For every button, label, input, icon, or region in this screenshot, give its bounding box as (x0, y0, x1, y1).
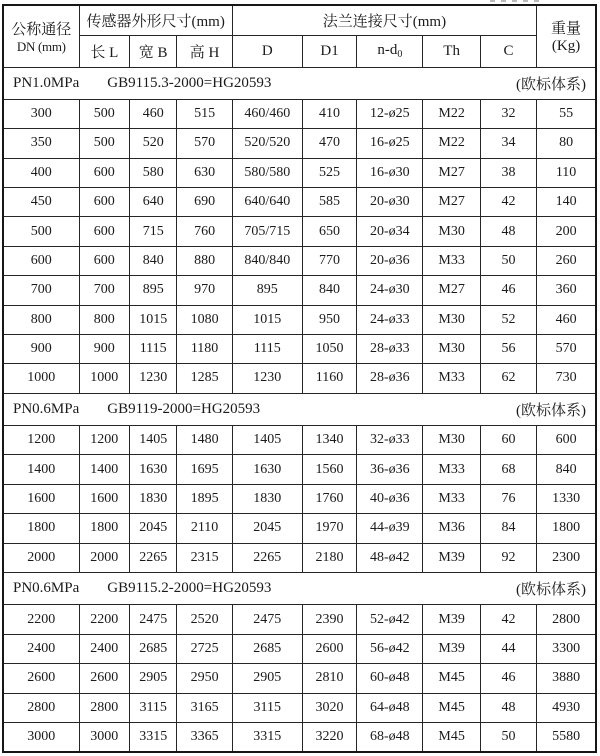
cell-d: 3115 (232, 693, 302, 722)
cell-th: M33 (423, 484, 480, 513)
table-row (3, 276, 596, 305)
cell-d: 1230 (232, 364, 302, 393)
cell-th: M30 (423, 426, 480, 455)
table-row (3, 605, 596, 634)
section-header-row (3, 393, 596, 425)
cell-c: 42 (480, 188, 536, 217)
cell-c: 46 (480, 664, 536, 693)
cell-d1: 1160 (302, 364, 356, 393)
cell-d1: 3220 (302, 722, 356, 752)
cell-width-b: 1630 (129, 455, 176, 484)
cell-d1: 1340 (302, 426, 356, 455)
table-row (3, 364, 596, 393)
cell-c: 34 (480, 129, 536, 158)
cell-weight: 570 (537, 334, 596, 363)
cell-n-d0: 16-ø25 (357, 129, 423, 158)
cell-dn: 2400 (3, 634, 79, 663)
cell-th: M33 (423, 455, 480, 484)
cell-c: 76 (480, 484, 536, 513)
section-standard: GB9119-2000=HG20593 (107, 400, 261, 417)
cell-n-d0: 20-ø34 (357, 217, 423, 246)
cell-height-h: 630 (177, 158, 232, 187)
cell-dn: 1200 (3, 426, 79, 455)
cell-c: 48 (480, 693, 536, 722)
cell-weight: 1330 (537, 484, 596, 513)
weight-header-line2: (Kg) (551, 38, 581, 55)
scan-artifact (490, 0, 542, 2)
cell-d1: 1560 (302, 455, 356, 484)
cell-d1: 410 (302, 99, 356, 128)
cell-n-d0: 24-ø33 (357, 305, 423, 334)
cell-dn: 2800 (3, 693, 79, 722)
cell-length-l: 1600 (79, 484, 129, 513)
cell-d: 1630 (232, 455, 302, 484)
cell-n-d0: 24-ø30 (357, 276, 423, 305)
cell-n-d0: 44-ø39 (357, 514, 423, 543)
cell-n-d0: 64-ø48 (357, 693, 423, 722)
col-header-n-d0: $n-d_0$ (357, 35, 423, 67)
table-row (3, 722, 596, 752)
cell-n-d0: 28-ø33 (357, 334, 423, 363)
cell-length-l: 2600 (79, 664, 129, 693)
cell-n-d0: 28-ø36 (357, 364, 423, 393)
cell-c: 68 (480, 455, 536, 484)
cell-weight: 840 (537, 455, 596, 484)
cell-width-b: 1015 (129, 305, 176, 334)
cell-d: 2475 (232, 605, 302, 634)
cell-width-b: 2685 (129, 634, 176, 663)
cell-width-b: 520 (129, 129, 176, 158)
section-header-cell (3, 393, 596, 425)
cell-length-l: 1400 (79, 455, 129, 484)
cell-th: M45 (423, 722, 480, 752)
cell-weight: 360 (537, 276, 596, 305)
table-row (3, 664, 596, 693)
cell-height-h: 3165 (177, 693, 232, 722)
table-row (3, 693, 596, 722)
cell-n-d0: 56-ø42 (357, 634, 423, 663)
cell-weight: 3300 (537, 634, 596, 663)
cell-length-l: 2400 (79, 634, 129, 663)
col-header-weight (537, 5, 596, 67)
cell-height-h: 2520 (177, 605, 232, 634)
cell-weight: 140 (537, 188, 596, 217)
cell-d1: 2390 (302, 605, 356, 634)
cell-weight: 80 (537, 129, 596, 158)
cell-height-h: 690 (177, 188, 232, 217)
cell-weight: 260 (537, 246, 596, 275)
cell-width-b: 1830 (129, 484, 176, 513)
cell-d1: 2810 (302, 664, 356, 693)
cell-c: 42 (480, 605, 536, 634)
cell-width-b: 840 (129, 246, 176, 275)
cell-n-d0: 20-ø30 (357, 188, 423, 217)
col-header-th: Th (423, 35, 480, 67)
spec-table (2, 4, 597, 753)
cell-width-b: 580 (129, 158, 176, 187)
cell-d1: 3020 (302, 693, 356, 722)
cell-c: 60 (480, 426, 536, 455)
cell-length-l: 1800 (79, 514, 129, 543)
cell-c: 52 (480, 305, 536, 334)
cell-height-h: 2315 (177, 543, 232, 572)
cell-weight: 5580 (537, 722, 596, 752)
cell-th: M30 (423, 217, 480, 246)
cell-length-l: 1200 (79, 426, 129, 455)
sub-header-row (3, 35, 596, 67)
cell-dn: 1600 (3, 484, 79, 513)
col-header-dn (3, 5, 79, 67)
cell-height-h: 1285 (177, 364, 232, 393)
table-row (3, 246, 596, 275)
section-note: (欧标体系) (516, 402, 586, 419)
cell-d: 895 (232, 276, 302, 305)
cell-c: 50 (480, 246, 536, 275)
cell-d: 2045 (232, 514, 302, 543)
cell-c: 48 (480, 217, 536, 246)
cell-c: 32 (480, 99, 536, 128)
cell-weight: 2800 (537, 605, 596, 634)
table-row (3, 426, 596, 455)
cell-d: 640/640 (232, 188, 302, 217)
cell-weight: 460 (537, 305, 596, 334)
table-row (3, 455, 596, 484)
table-body (3, 67, 596, 752)
cell-th: M27 (423, 158, 480, 187)
cell-width-b: 3115 (129, 693, 176, 722)
cell-height-h: 570 (177, 129, 232, 158)
cell-weight: 1800 (537, 514, 596, 543)
cell-n-d0: 40-ø36 (357, 484, 423, 513)
cell-length-l: 600 (79, 217, 129, 246)
cell-n-d0: 68-ø48 (357, 722, 423, 752)
cell-height-h: 2950 (177, 664, 232, 693)
cell-dn: 500 (3, 217, 79, 246)
section-pressure-rating: PN0.6MPa (13, 580, 80, 597)
cell-length-l: 600 (79, 188, 129, 217)
cell-d: 840/840 (232, 246, 302, 275)
table-row (3, 484, 596, 513)
cell-length-l: 2000 (79, 543, 129, 572)
cell-length-l: 700 (79, 276, 129, 305)
cell-weight: 2300 (537, 543, 596, 572)
cell-th: M33 (423, 364, 480, 393)
table-header (3, 5, 596, 67)
cell-dn: 1000 (3, 364, 79, 393)
table-row (3, 99, 596, 128)
cell-height-h: 1895 (177, 484, 232, 513)
cell-weight: 600 (537, 426, 596, 455)
col-group-flange-dimensions: 法兰连接尺寸(mm) (232, 5, 536, 35)
cell-n-d0: 12-ø25 (357, 99, 423, 128)
cell-n-d0: 48-ø42 (357, 543, 423, 572)
cell-dn: 900 (3, 334, 79, 363)
cell-d1: 950 (302, 305, 356, 334)
table-row (3, 634, 596, 663)
section-header-row (3, 67, 596, 99)
cell-th: M45 (423, 664, 480, 693)
cell-length-l: 3000 (79, 722, 129, 752)
cell-d1: 2600 (302, 634, 356, 663)
dn-header-line2: DN (mm) (16, 38, 66, 54)
cell-height-h: 1080 (177, 305, 232, 334)
cell-n-d0: 20-ø36 (357, 246, 423, 275)
cell-height-h: 970 (177, 276, 232, 305)
cell-dn: 3000 (3, 722, 79, 752)
section-standard: GB9115.2-2000=HG20593 (107, 580, 272, 597)
section-header-cell (3, 572, 596, 604)
cell-th: M27 (423, 188, 480, 217)
table-row (3, 305, 596, 334)
col-header-length-l: 长 L (79, 35, 129, 67)
col-header-c: C (480, 35, 536, 67)
cell-d1: 1760 (302, 484, 356, 513)
col-header-d: D (232, 35, 302, 67)
cell-c: 38 (480, 158, 536, 187)
cell-d: 580/580 (232, 158, 302, 187)
cell-width-b: 2905 (129, 664, 176, 693)
cell-width-b: 460 (129, 99, 176, 128)
col-header-d1: D1 (302, 35, 356, 67)
cell-n-d0: 32-ø33 (357, 426, 423, 455)
cell-length-l: 1000 (79, 364, 129, 393)
cell-height-h: 1180 (177, 334, 232, 363)
table-row (3, 514, 596, 543)
cell-c: 44 (480, 634, 536, 663)
cell-d1: 585 (302, 188, 356, 217)
cell-d: 1405 (232, 426, 302, 455)
cell-weight: 730 (537, 364, 596, 393)
cell-width-b: 2475 (129, 605, 176, 634)
cell-dn: 600 (3, 246, 79, 275)
section-header-row (3, 572, 596, 604)
cell-dn: 800 (3, 305, 79, 334)
table-row (3, 158, 596, 187)
cell-length-l: 600 (79, 246, 129, 275)
cell-d1: 840 (302, 276, 356, 305)
cell-weight: 3880 (537, 664, 596, 693)
cell-d1: 525 (302, 158, 356, 187)
cell-dn: 350 (3, 129, 79, 158)
cell-length-l: 800 (79, 305, 129, 334)
cell-width-b: 2265 (129, 543, 176, 572)
cell-length-l: 2800 (79, 693, 129, 722)
cell-weight: 200 (537, 217, 596, 246)
cell-th: M39 (423, 605, 480, 634)
cell-height-h: 515 (177, 99, 232, 128)
table-row (3, 129, 596, 158)
table-row (3, 543, 596, 572)
cell-weight: 55 (537, 99, 596, 128)
cell-d1: 470 (302, 129, 356, 158)
cell-width-b: 640 (129, 188, 176, 217)
cell-d: 520/520 (232, 129, 302, 158)
cell-height-h: 2725 (177, 634, 232, 663)
cell-dn: 1800 (3, 514, 79, 543)
table-row (3, 217, 596, 246)
cell-c: 50 (480, 722, 536, 752)
cell-dn: 400 (3, 158, 79, 187)
cell-d: 3315 (232, 722, 302, 752)
cell-c: 92 (480, 543, 536, 572)
cell-height-h: 2110 (177, 514, 232, 543)
col-header-height-h: 高 H (177, 35, 232, 67)
cell-length-l: 900 (79, 334, 129, 363)
cell-width-b: 895 (129, 276, 176, 305)
cell-d1: 2180 (302, 543, 356, 572)
section-header-cell (3, 67, 596, 99)
cell-n-d0: 52-ø42 (357, 605, 423, 634)
cell-th: M27 (423, 276, 480, 305)
cell-th: M22 (423, 99, 480, 128)
cell-d: 705/715 (232, 217, 302, 246)
cell-height-h: 880 (177, 246, 232, 275)
section-note: (欧标体系) (516, 76, 586, 93)
cell-weight: 4930 (537, 693, 596, 722)
cell-height-h: 760 (177, 217, 232, 246)
section-note: (欧标体系) (516, 582, 586, 599)
cell-dn: 2600 (3, 664, 79, 693)
cell-width-b: 715 (129, 217, 176, 246)
cell-dn: 450 (3, 188, 79, 217)
cell-height-h: 1695 (177, 455, 232, 484)
cell-c: 84 (480, 514, 536, 543)
dn-header-line1: 公称通径 (11, 21, 72, 38)
cell-weight: 110 (537, 158, 596, 187)
cell-n-d0: 60-ø48 (357, 664, 423, 693)
cell-width-b: 2045 (129, 514, 176, 543)
cell-n-d0: 16-ø30 (357, 158, 423, 187)
col-group-sensor-dimensions: 传感器外形尺寸(mm) (79, 5, 232, 35)
cell-th: M30 (423, 305, 480, 334)
weight-header-line1: 重量 (551, 21, 582, 38)
cell-th: M36 (423, 514, 480, 543)
cell-width-b: 1230 (129, 364, 176, 393)
cell-width-b: 1115 (129, 334, 176, 363)
cell-d: 2905 (232, 664, 302, 693)
cell-d: 1830 (232, 484, 302, 513)
cell-d1: 1050 (302, 334, 356, 363)
cell-th: M39 (423, 634, 480, 663)
cell-dn: 300 (3, 99, 79, 128)
cell-th: M30 (423, 334, 480, 363)
cell-d: 1115 (232, 334, 302, 363)
cell-width-b: 3315 (129, 722, 176, 752)
cell-dn: 1400 (3, 455, 79, 484)
section-pressure-rating: PN0.6MPa (13, 400, 80, 417)
cell-length-l: 500 (79, 99, 129, 128)
cell-d1: 770 (302, 246, 356, 275)
cell-d1: 650 (302, 217, 356, 246)
cell-length-l: 600 (79, 158, 129, 187)
section-standard: GB9115.3-2000=HG20593 (107, 74, 272, 91)
cell-c: 62 (480, 364, 536, 393)
cell-th: M22 (423, 129, 480, 158)
cell-d1: 1970 (302, 514, 356, 543)
table-row (3, 334, 596, 363)
cell-width-b: 1405 (129, 426, 176, 455)
cell-length-l: 500 (79, 129, 129, 158)
cell-height-h: 3365 (177, 722, 232, 752)
table-row (3, 188, 596, 217)
cell-d: 2685 (232, 634, 302, 663)
cell-th: M39 (423, 543, 480, 572)
cell-c: 46 (480, 276, 536, 305)
cell-th: M45 (423, 693, 480, 722)
cell-dn: 2000 (3, 543, 79, 572)
cell-d: 460/460 (232, 99, 302, 128)
col-header-width-b: 宽 B (129, 35, 176, 67)
cell-n-d0: 36-ø36 (357, 455, 423, 484)
cell-c: 56 (480, 334, 536, 363)
cell-d: 1015 (232, 305, 302, 334)
cell-th: M33 (423, 246, 480, 275)
section-pressure-rating: PN1.0MPa (13, 74, 80, 91)
cell-length-l: 2200 (79, 605, 129, 634)
cell-dn: 2200 (3, 605, 79, 634)
cell-dn: 700 (3, 276, 79, 305)
cell-d: 2265 (232, 543, 302, 572)
cell-height-h: 1480 (177, 426, 232, 455)
